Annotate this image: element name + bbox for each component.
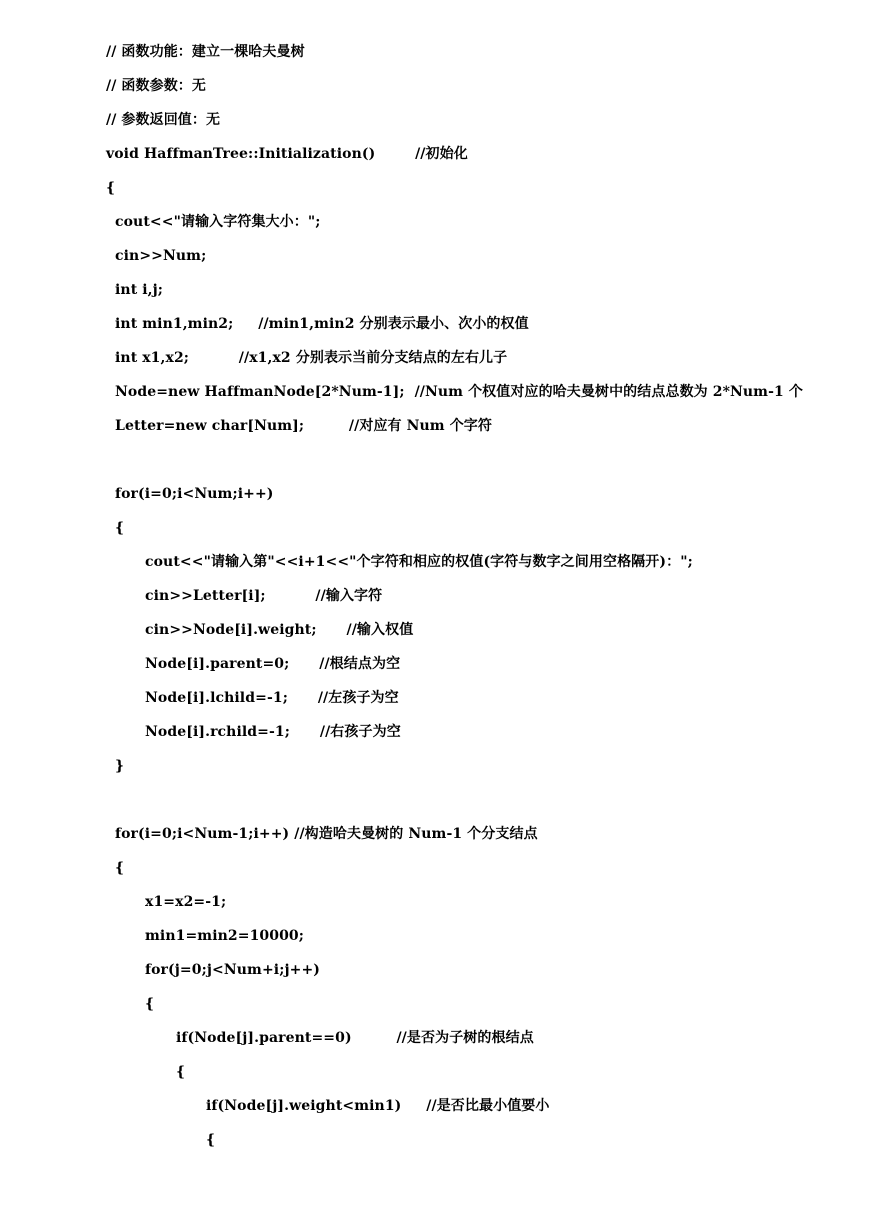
close-brace: } [115, 758, 125, 774]
code-line: cin>>Node[i].weight; //输入权值 [145, 622, 414, 638]
open-brace: { [206, 1132, 216, 1148]
code-line: Letter=new char[Num]; //对应有 Num 个字符 [115, 418, 492, 434]
code-line: Node=new HaffmanNode[2*Num-1]; //Num 个权值对应的哈夫曼树中的结点总数为 2*Num-1 个 [115, 384, 803, 400]
code-line: cin>>Letter[i]; //输入字符 [145, 588, 383, 604]
open-brace: { [115, 520, 125, 536]
comment-function-purpose: // 函数功能：建立一棵哈夫曼树 [106, 44, 305, 60]
if-statement: if(Node[j].parent==0) //是否为子树的根结点 [176, 1030, 534, 1046]
code-line: int min1,min2; //min1,min2 分别表示最小、次小的权值 [115, 316, 529, 332]
code-line: cout<<"请输入字符集大小："; [115, 214, 321, 230]
comment-return-value: // 参数返回值：无 [106, 112, 221, 128]
code-line: Node[i].parent=0; //根结点为空 [145, 656, 401, 672]
comment-function-params: // 函数参数：无 [106, 78, 207, 94]
if-statement: if(Node[j].weight<min1) //是否比最小值要小 [206, 1098, 550, 1114]
for-loop-header: for(j=0;j<Num+i;j++) [145, 962, 321, 978]
function-signature: void HaffmanTree::Initialization() //初始化 [106, 146, 468, 162]
code-line: min1=min2=10000; [145, 928, 305, 944]
code-line: int i,j; [115, 282, 164, 298]
code-line: Node[i].lchild=-1; //左孩子为空 [145, 690, 399, 706]
code-line: x1=x2=-1; [145, 894, 227, 910]
code-line: cout<<"请输入第"<<i+1<<"个字符和相应的权值(字符与数字之间用空格隔开)："; [145, 554, 693, 570]
code-line: cin>>Num; [115, 248, 207, 264]
open-brace: { [106, 180, 116, 196]
open-brace: { [115, 860, 125, 876]
open-brace: { [145, 996, 155, 1012]
open-brace: { [176, 1064, 186, 1080]
for-loop-header: for(i=0;i<Num-1;i++) //构造哈夫曼树的 Num-1 个分支结点 [115, 826, 538, 842]
code-line: Node[i].rchild=-1; //右孩子为空 [145, 724, 401, 740]
for-loop-header: for(i=0;i<Num;i++) [115, 486, 274, 502]
code-line: int x1,x2; //x1,x2 分别表示当前分支结点的左右儿子 [115, 350, 508, 366]
